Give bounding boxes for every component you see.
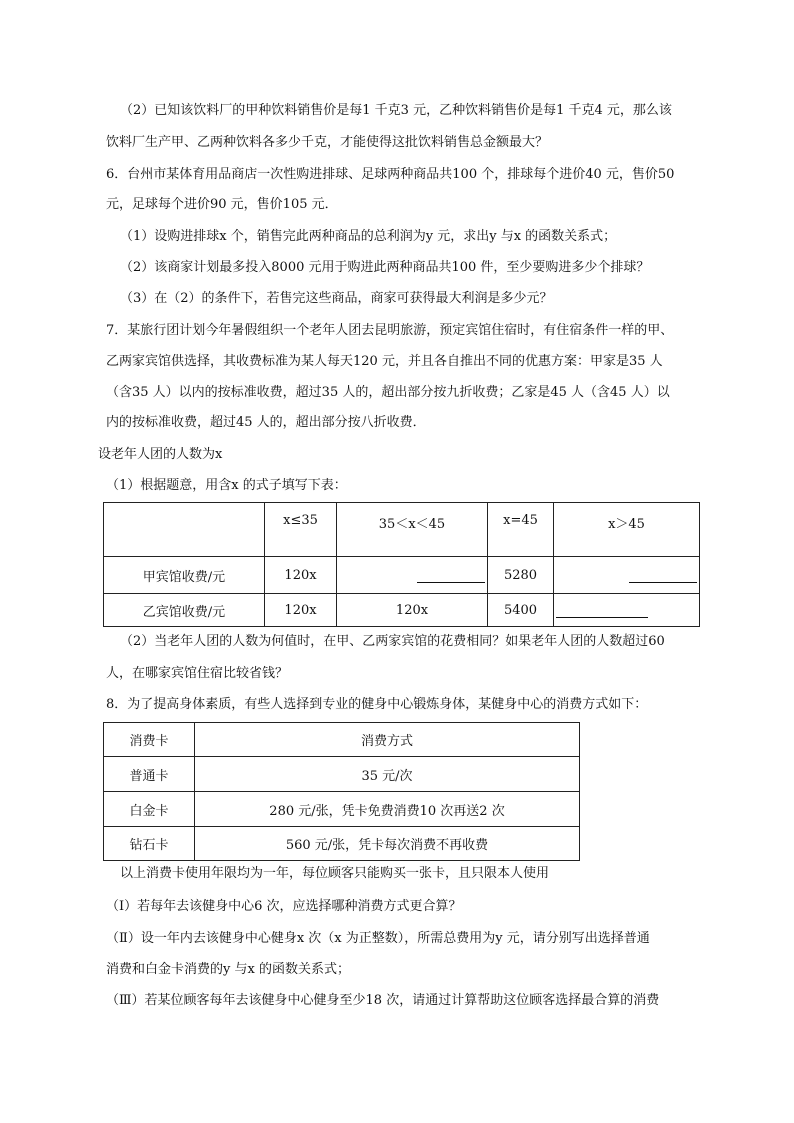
- gym-header-card: 消费卡: [104, 723, 195, 757]
- gym-row: [104, 792, 580, 827]
- gym-card-method: 560 元/张，凭卡每次消费不再收费: [195, 827, 580, 861]
- q8-note: 以上消费卡使用年限均为一年，每位顾客只能购买一张卡，且只限本人使用: [120, 866, 550, 881]
- q6-line2: 元，足球每个进价90 元，售价105 元．: [106, 197, 338, 212]
- gym-card-method: 35 元/次: [195, 757, 580, 792]
- q6-part1: （1）设购进排球x 个，销售完此两种商品的总利润为y 元，求出y 与x 的函数关系式；: [120, 229, 617, 244]
- gym-row: [104, 757, 580, 792]
- q7-part2-line2: 人，在哪家宾馆住宿比较省钱？: [106, 666, 289, 681]
- hotel-blank-cell: [337, 557, 488, 594]
- hotel-header-col1: x≤35: [265, 503, 337, 557]
- q8-part1: （Ⅰ）若每年去该健身中心6 次，应选择哪种消费方式更合算？: [106, 899, 462, 914]
- q8-part2-line1: （Ⅱ）设一年内去该健身中心健身x 次（x 为正整数），所需总费用为y 元，请分别写出选择普通: [106, 931, 650, 946]
- hotel-row-jia: [104, 557, 700, 594]
- hotel-header-col4: x＞45: [554, 503, 700, 557]
- gym-card-name: 白金卡: [104, 792, 195, 827]
- hotel-blank-cell: [554, 557, 700, 594]
- q5-part2-line2: 饮料厂生产甲、乙两种饮料各多少千克，才能使得这批饮料销售总金额最大？: [106, 135, 549, 150]
- hotel-cell: 120x: [265, 594, 337, 627]
- hotel-blank-cell: [554, 594, 700, 627]
- gym-header-row: [104, 723, 580, 757]
- q7-line1: 7．某旅行团计划今年暑假组织一个老年人团去昆明旅游，预定宾馆住宿时，有住宿条件一样的甲、: [106, 323, 674, 338]
- gym-row: [104, 827, 580, 861]
- q8-part2-line2: 消费和白金卡消费的y 与x 的函数关系式；: [106, 962, 350, 977]
- q7-line2: 乙两家宾馆供选择，其收费标准为某人每天120 元，并且各自推出不同的优惠方案：甲家是35 人: [106, 354, 663, 369]
- hotel-header-empty: [104, 503, 265, 557]
- q8-line1: 8．为了提高身体素质，有些人选择到专业的健身中心锻炼身体，某健身中心的消费方式如下：: [106, 697, 648, 712]
- q7-setup: 设老年人团的人数为x: [98, 447, 223, 462]
- hotel-row-label: 甲宾馆收费/元: [104, 557, 265, 594]
- q7-part1: （1）根据题意，用含x 的式子填写下表：: [106, 478, 347, 493]
- q7-part2-line1: （2）当老年人团的人数为何值时，在甲、乙两家宾馆的花费相同？如果老年人团的人数超过60: [120, 634, 665, 649]
- hotel-row-label: 乙宾馆收费/元: [104, 594, 265, 627]
- gym-card-name: 钻石卡: [104, 827, 195, 861]
- hotel-header-col3: x=45: [488, 503, 554, 557]
- hotel-cell: 120x: [265, 557, 337, 594]
- hotel-fee-table: [103, 502, 700, 627]
- q6-part2: （2）该商家计划最多投入8000 元用于购进此两种商品共100 件，至少要购进多少个排球？: [120, 260, 650, 275]
- gym-header-method: 消费方式: [195, 723, 580, 757]
- answer-blank: [417, 568, 485, 583]
- q7-line4: 内的按标准收费，超过45 人的，超出部分按八折收费．: [106, 415, 426, 430]
- hotel-cell: 120x: [337, 594, 488, 627]
- answer-blank: [556, 603, 648, 618]
- hotel-table-header-row: [104, 503, 700, 557]
- q8-part3-line1: （Ⅲ）若某位顾客每年去该健身中心健身至少18 次，请通过计算帮助这位顾客选择最合算的消费: [106, 993, 660, 1008]
- hotel-row-yi: [104, 594, 700, 627]
- hotel-cell: 5400: [488, 594, 554, 627]
- q6-line1: 6．台州市某体育用品商店一次性购进排球、足球两种商品共100 个，排球每个进价40 元，售价50: [106, 167, 675, 182]
- gym-fee-table: [103, 722, 580, 861]
- q5-part2-line1: （2）已知该饮料厂的甲种饮料销售价是每1 千克3 元，乙种饮料销售价是每1 千克4 元，那么该: [120, 103, 672, 118]
- answer-blank: [629, 568, 697, 583]
- q7-line3: （含35 人）以内的按标准收费，超过35 人的，超出部分按九折收费；乙家是45 人（含45 人）以: [106, 385, 670, 400]
- hotel-header-col2: 35＜x＜45: [337, 503, 488, 557]
- gym-card-method: 280 元/张，凭卡免费消费10 次再送2 次: [195, 792, 580, 827]
- q6-part3: （3）在（2）的条件下，若售完这些商品，商家可获得最大利润是多少元？: [120, 291, 553, 306]
- hotel-cell: 5280: [488, 557, 554, 594]
- gym-card-name: 普通卡: [104, 757, 195, 792]
